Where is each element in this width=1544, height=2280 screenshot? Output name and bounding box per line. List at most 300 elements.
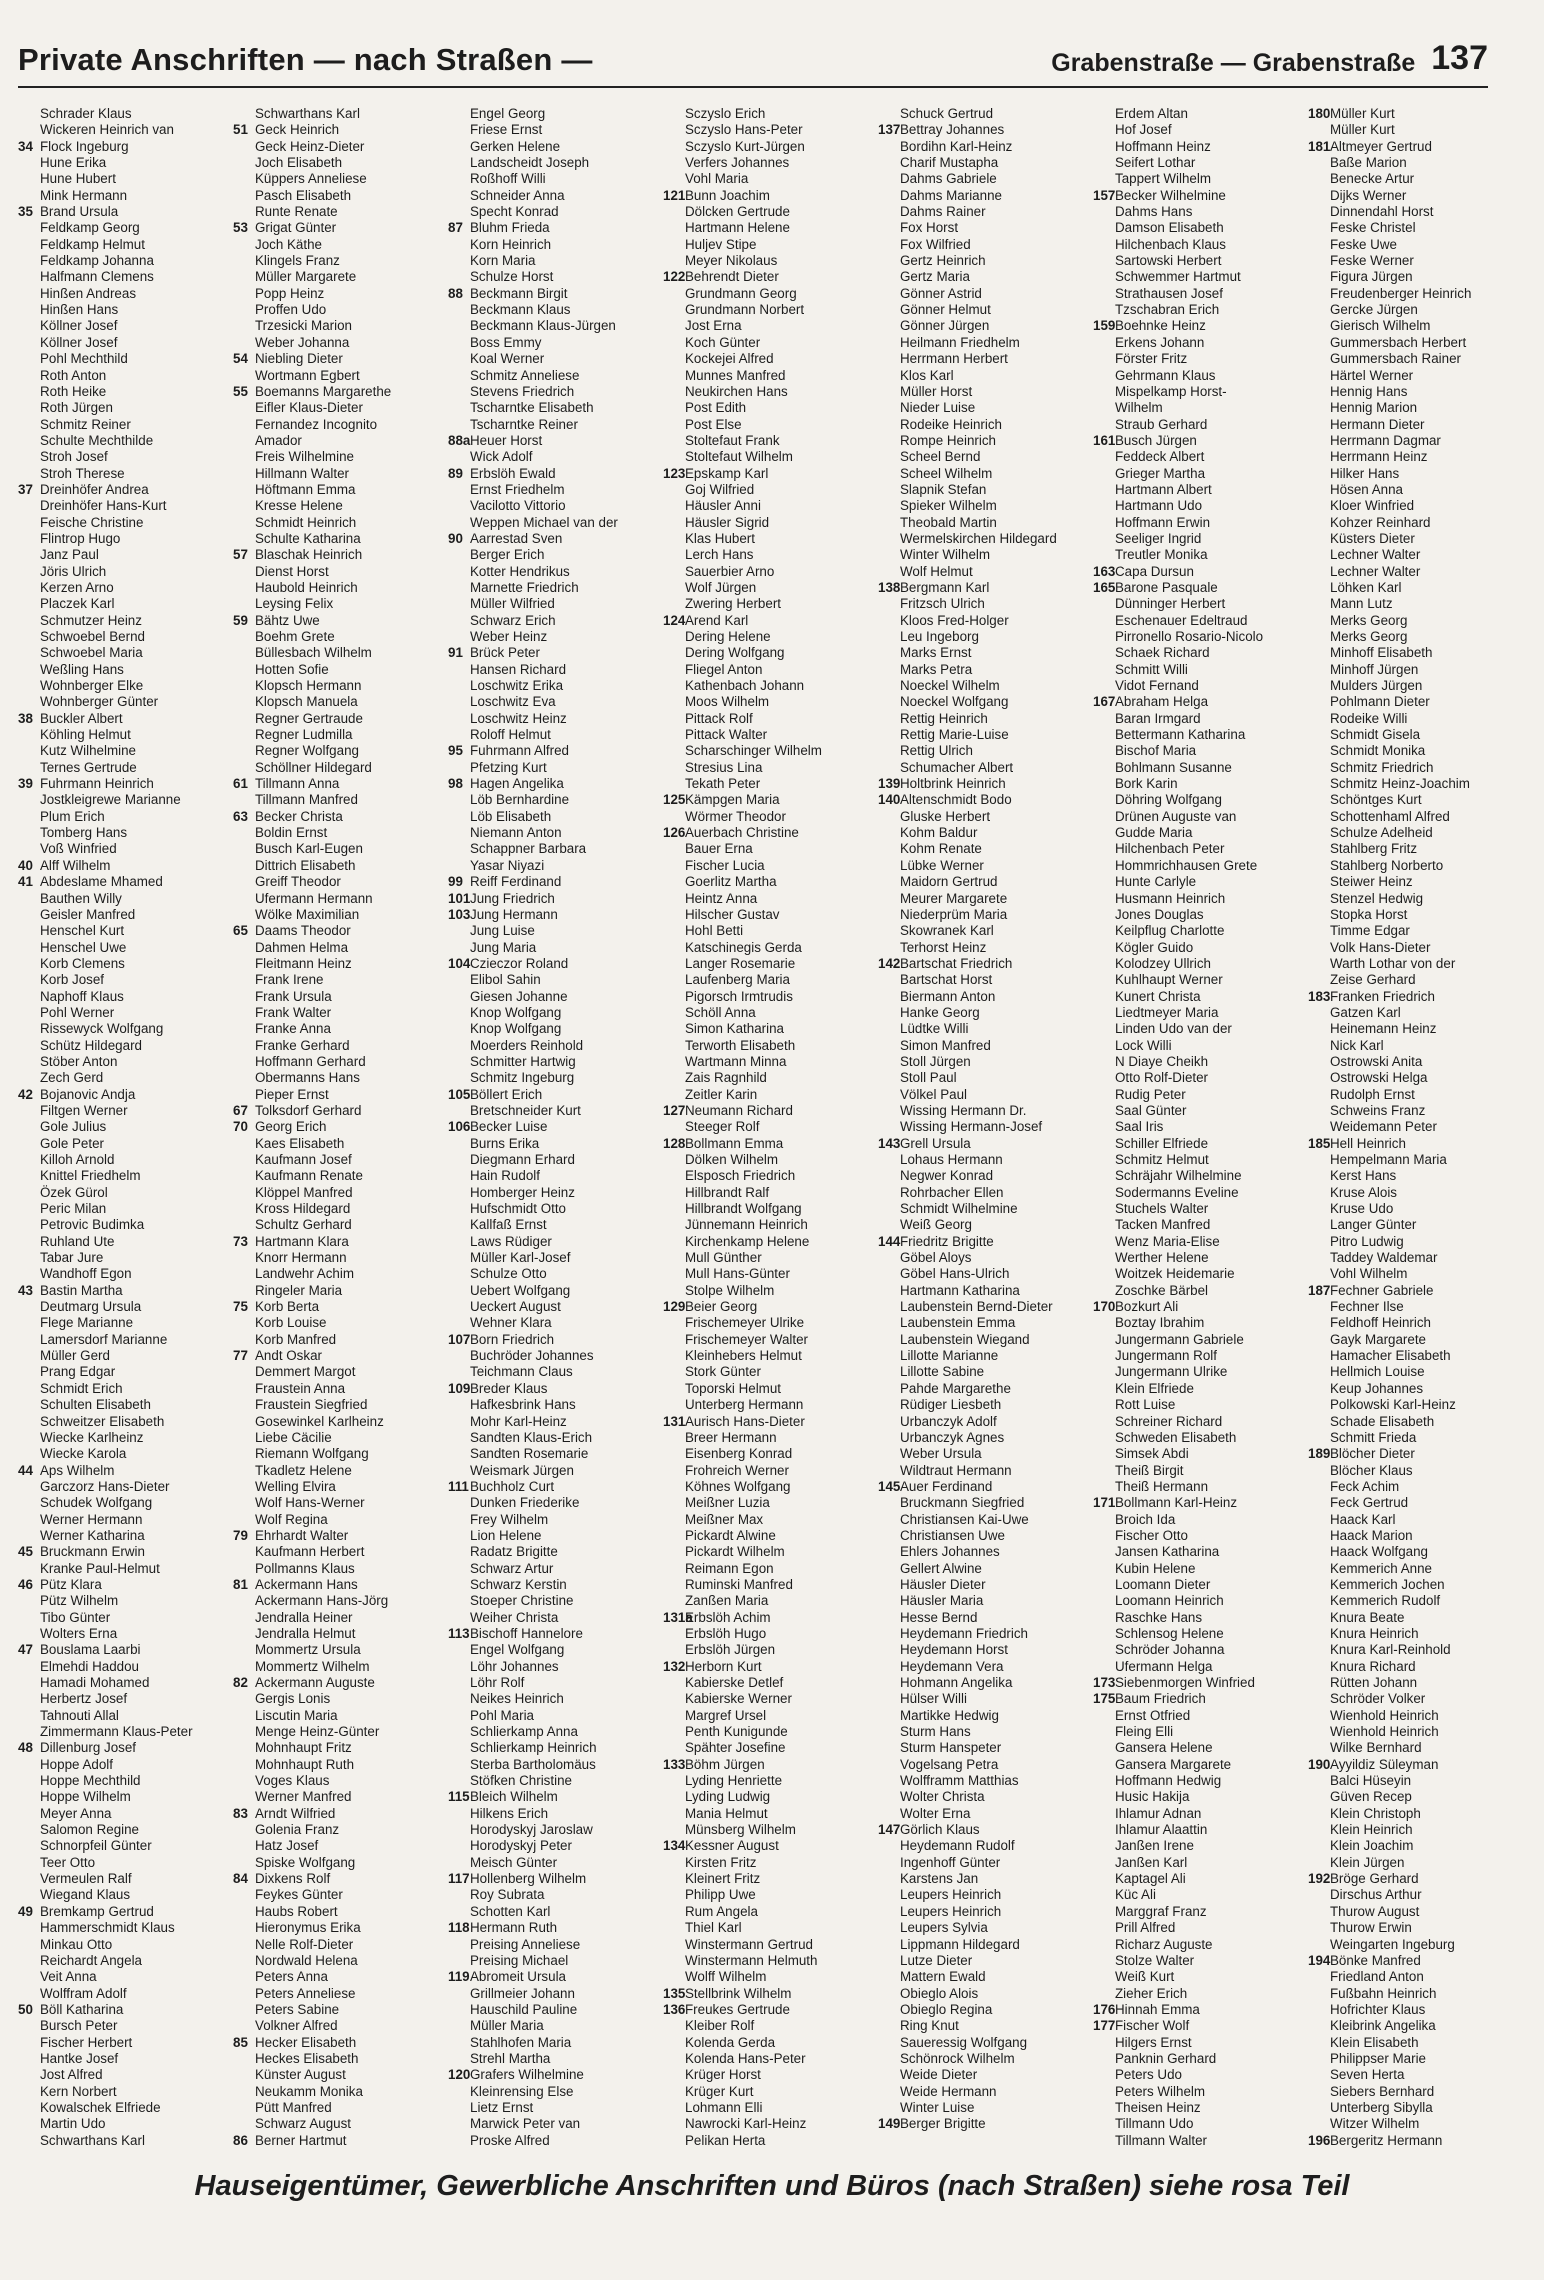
list-item	[663, 1119, 878, 1135]
list-item	[233, 498, 448, 514]
resident-name: Zech Gerd	[40, 1070, 104, 1086]
resident-name: Tzschabran Erich	[1115, 302, 1220, 318]
resident-name: Minhoff Elisabeth	[1330, 645, 1433, 661]
resident-name: Hinnah Emma	[1115, 2001, 1200, 2017]
resident-name: Hennig Hans	[1330, 383, 1408, 399]
house-number: 124	[663, 612, 686, 628]
list-item	[878, 972, 1093, 988]
house-number: 171	[1093, 1495, 1116, 1511]
list-item	[1308, 1626, 1523, 1642]
list-item	[233, 1185, 448, 1201]
list-item	[448, 923, 663, 939]
resident-name: Schmidt Wilhelmine	[900, 1201, 1018, 1217]
list-item	[448, 809, 663, 825]
resident-name: Büllesbach Wilhelm	[255, 645, 372, 661]
resident-name: Bleich Wilhelm	[470, 1789, 558, 1805]
list-item	[878, 237, 1093, 253]
list-item	[1308, 629, 1523, 645]
list-item	[878, 1855, 1093, 1871]
resident-name: Killoh Arnold	[40, 1152, 115, 1167]
list-item	[18, 515, 233, 531]
list-item	[1308, 1283, 1523, 1299]
list-item	[878, 711, 1093, 727]
list-item	[878, 1103, 1093, 1119]
resident-name: Gierisch Wilhelm	[1330, 318, 1431, 334]
resident-name: Nick Karl	[1330, 1037, 1384, 1053]
house-number: 118	[448, 1920, 470, 1936]
resident-name: Kubin Helene	[1115, 1560, 1196, 1576]
resident-name: Hillbrandt Ralf	[685, 1184, 770, 1200]
resident-name: Abdeslame Mhamed	[40, 874, 163, 890]
resident-name: Taddey Waldemar	[1330, 1250, 1438, 1266]
list-item	[18, 1185, 233, 1201]
list-item	[1308, 1642, 1523, 1658]
resident-name: Bunn Joachim	[685, 187, 770, 203]
resident-name: Placzek Karl	[40, 596, 115, 612]
resident-name: Nawrocki Karl-Heinz	[685, 2116, 807, 2132]
resident-name: Wienhold Heinrich	[1330, 1707, 1439, 1723]
list-item	[1308, 989, 1523, 1005]
list-item	[1093, 1806, 1308, 1822]
list-item	[448, 1610, 663, 1626]
resident-name: Schreiner Richard	[1115, 1413, 1223, 1429]
resident-name: Hanke Georg	[900, 1004, 980, 1020]
house-number: 119	[448, 1969, 470, 1985]
resident-name: Landwehr Achim	[255, 1266, 354, 1282]
list-item	[448, 155, 663, 171]
list-item	[878, 1822, 1093, 1838]
resident-name: Fuhrmann Heinrich	[40, 776, 154, 792]
list-item	[1093, 792, 1308, 808]
resident-name: Ihlamur Adnan	[1115, 1805, 1202, 1821]
resident-name: Pigorsch Irmtrudis	[685, 988, 793, 1004]
resident-name: Schwarz Artur	[470, 1560, 554, 1576]
resident-name: Schöll Anna	[685, 1004, 756, 1020]
list-item	[663, 531, 878, 547]
list-item	[878, 1414, 1093, 1430]
house-number: 137	[878, 122, 901, 138]
list-item	[1093, 1217, 1308, 1233]
house-number: 47	[18, 1642, 33, 1658]
resident-name: Görlich Klaus	[900, 1822, 980, 1838]
resident-name: Petrovic Budimka	[40, 1217, 145, 1233]
house-number: 63	[233, 808, 248, 824]
resident-name: Warth Lothar von der	[1330, 955, 1456, 971]
resident-name: Eschenauer Edeltraud	[1115, 612, 1248, 628]
list-item	[1308, 433, 1523, 449]
list-item	[18, 2116, 233, 2132]
resident-name: Weiher Christa	[470, 1609, 559, 1625]
list-item	[663, 989, 878, 1005]
list-item	[1093, 972, 1308, 988]
list-item	[18, 940, 233, 956]
list-item	[663, 286, 878, 302]
list-item	[233, 1659, 448, 1675]
list-item	[878, 1005, 1093, 1021]
list-item	[1093, 1381, 1308, 1397]
list-item	[663, 1299, 878, 1315]
directory-column	[448, 106, 663, 2154]
list-item	[18, 1920, 233, 1936]
list-item	[878, 1740, 1093, 1756]
house-number: 144	[878, 1233, 901, 1249]
list-item	[448, 515, 663, 531]
list-item	[448, 792, 663, 808]
list-item	[448, 1299, 663, 1315]
list-item	[878, 433, 1093, 449]
list-item	[878, 1054, 1093, 1070]
list-item	[1308, 972, 1523, 988]
list-item	[1093, 466, 1308, 482]
resident-name: Weßling Hans	[40, 661, 124, 677]
list-item	[18, 711, 233, 727]
resident-name: Dunken Friederike	[470, 1495, 580, 1511]
resident-name: Herborn Kurt	[685, 1658, 762, 1674]
resident-name: Haack Wolfgang	[1330, 1544, 1429, 1560]
list-item	[448, 122, 663, 138]
list-item	[663, 1626, 878, 1642]
house-number: 129	[663, 1299, 686, 1315]
resident-name: Janz Paul	[40, 547, 99, 563]
resident-name: Schwarz August	[255, 2116, 352, 2132]
resident-name: Loschwitz Erika	[470, 678, 564, 694]
resident-name: Capa Dursun	[1115, 563, 1194, 579]
list-item	[663, 1038, 878, 1054]
list-item	[18, 1348, 233, 1364]
list-item	[1093, 613, 1308, 629]
list-item	[663, 776, 878, 792]
resident-name: Czieczor Roland	[470, 955, 569, 971]
resident-name: Bordihn Karl-Heinz	[900, 138, 1013, 154]
resident-name: Pelikan Herta	[685, 2132, 766, 2148]
resident-name: Lyding Ludwig	[685, 1789, 771, 1805]
resident-name: Fox Wilfried	[900, 236, 971, 252]
list-item	[663, 2116, 878, 2132]
resident-name: Schröder Volker	[1330, 1691, 1426, 1707]
list-item	[1093, 1397, 1308, 1413]
list-item	[663, 2067, 878, 2083]
house-number: 53	[233, 220, 248, 236]
list-item	[663, 1953, 878, 1969]
resident-name: Koch Günter	[685, 334, 761, 350]
resident-name: Rütten Johann	[1330, 1675, 1418, 1690]
list-item	[663, 2084, 878, 2100]
list-item	[878, 122, 1093, 138]
list-item	[1308, 1871, 1523, 1887]
list-item	[448, 1283, 663, 1299]
resident-name: Lechner Walter	[1330, 547, 1421, 563]
list-item	[878, 907, 1093, 923]
resident-name: Pütz Wilhelm	[40, 1593, 119, 1609]
list-item	[18, 1364, 233, 1380]
resident-name: Schmitz Reiner	[40, 416, 131, 432]
resident-name: Hartmann Udo	[1115, 498, 1203, 514]
resident-name: Rum Angela	[685, 1903, 758, 1919]
resident-name: Hoffmann Heinz	[1115, 138, 1211, 154]
resident-name: Alff Wilhelm	[40, 857, 111, 873]
resident-name: Münsberg Wilhelm	[685, 1822, 796, 1838]
house-number: 99	[448, 874, 463, 890]
resident-name: Zimmermann Klaus-Peter	[40, 1724, 193, 1740]
list-item	[1308, 1773, 1523, 1789]
resident-name: Gergis Lonis	[255, 1691, 331, 1707]
list-item	[1308, 1708, 1523, 1724]
list-item	[233, 1920, 448, 1936]
list-item	[1308, 2051, 1523, 2067]
list-item	[663, 972, 878, 988]
resident-name: Gluske Herbert	[900, 808, 991, 824]
list-item	[663, 711, 878, 727]
resident-name: Kleiber Rolf	[685, 2018, 755, 2034]
resident-name: Müller Kurt	[1330, 122, 1395, 138]
list-item	[233, 1953, 448, 1969]
resident-name: Zais Ragnhild	[685, 1070, 767, 1086]
list-item	[1308, 1610, 1523, 1626]
list-item	[233, 171, 448, 187]
resident-name: Berger Erich	[470, 547, 545, 563]
house-number: 159	[1093, 318, 1116, 334]
resident-name: Heilmann Friedhelm	[900, 334, 1020, 350]
resident-name: Steeger Rolf	[685, 1119, 760, 1135]
house-number: 135	[663, 1985, 686, 2001]
list-item	[1308, 776, 1523, 792]
resident-name: Stahlberg Norberto	[1330, 857, 1444, 873]
resident-name: Philipp Uwe	[685, 1887, 756, 1903]
list-item	[18, 498, 233, 514]
list-item	[18, 171, 233, 187]
list-item	[663, 891, 878, 907]
list-item	[233, 1463, 448, 1479]
list-item	[878, 1381, 1093, 1397]
list-item	[1308, 1593, 1523, 1609]
list-item	[1308, 809, 1523, 825]
list-item	[18, 1626, 233, 1642]
list-item	[448, 1021, 663, 1037]
list-item	[878, 1986, 1093, 2002]
house-number: 196	[1308, 2132, 1331, 2148]
resident-name: Zanßen Maria	[685, 1593, 769, 1609]
resident-name: Teichmann Claus	[470, 1364, 573, 1380]
resident-name: Tillmann Manfred	[255, 792, 358, 808]
list-item	[1093, 1446, 1308, 1462]
resident-name: Jendralla Helmut	[255, 1625, 356, 1641]
list-item	[1093, 1920, 1308, 1936]
list-item	[18, 1495, 233, 1511]
list-item	[1308, 596, 1523, 612]
list-item	[448, 907, 663, 923]
list-item	[233, 2067, 448, 2083]
list-item	[878, 760, 1093, 776]
list-item	[448, 1201, 663, 1217]
resident-name: Wolffram Adolf	[40, 1985, 127, 2001]
list-item	[878, 547, 1093, 563]
resident-name: Noeckel Wolfgang	[900, 694, 1009, 710]
resident-name: Tabar Jure	[40, 1250, 104, 1266]
resident-name: Kohm Baldur	[900, 825, 978, 841]
list-item	[448, 1708, 663, 1724]
list-item	[1093, 1119, 1308, 1135]
list-item	[18, 1299, 233, 1315]
resident-name: Ufermann Hermann	[255, 890, 373, 906]
directory-column	[663, 106, 878, 2154]
list-item	[448, 1953, 663, 1969]
list-item	[878, 1201, 1093, 1217]
resident-name: Fuhrmann Alfred	[470, 743, 569, 759]
resident-name: Hell Heinrich	[1330, 1135, 1406, 1151]
list-item	[233, 792, 448, 808]
house-number: 192	[1308, 1871, 1331, 1887]
resident-name: Löb Elisabeth	[470, 808, 552, 824]
resident-name: Dering Helene	[685, 629, 771, 644]
resident-name: Hohmann Angelika	[900, 1675, 1013, 1690]
resident-name: Scheel Bernd	[900, 449, 981, 465]
resident-name: Spieker Wilhelm	[900, 498, 997, 514]
resident-name: Schmitz Anneliese	[470, 367, 580, 383]
list-item	[878, 1070, 1093, 1086]
resident-name: Tscharntke Elisabeth	[470, 400, 594, 416]
resident-name: Hommrichhausen Grete	[1115, 857, 1258, 873]
resident-name: Pickardt Wilhelm	[685, 1544, 785, 1560]
resident-name: Spähter Josefine	[685, 1740, 786, 1756]
list-item	[448, 1152, 663, 1168]
resident-name: Loomann Heinrich	[1115, 1593, 1224, 1609]
list-item	[663, 1168, 878, 1184]
resident-name: Korb Josef	[40, 972, 105, 988]
list-item	[448, 1855, 663, 1871]
list-item	[1308, 1087, 1523, 1103]
resident-name: Witzer Wilhelm	[1330, 2116, 1420, 2132]
house-number: 77	[233, 1348, 248, 1364]
resident-name: Stoll Jürgen	[900, 1053, 971, 1069]
resident-name: Obermanns Hans	[255, 1070, 360, 1086]
resident-name: Hartmann Helene	[685, 220, 790, 236]
resident-name: Küppers Anneliese	[255, 171, 367, 187]
resident-name: Kowalschek Elfriede	[40, 2099, 161, 2115]
resident-name: Wandhoff Egon	[40, 1266, 132, 1282]
list-item	[1093, 923, 1308, 939]
list-item	[18, 1642, 233, 1658]
resident-name: Jöris Ulrich	[40, 563, 107, 579]
resident-name: Hilkens Erich	[470, 1805, 549, 1821]
list-item	[878, 1087, 1093, 1103]
list-item	[1308, 1887, 1523, 1903]
resident-name: Sandten Klaus-Erich	[470, 1429, 593, 1445]
resident-name: Loschwitz Heinz	[470, 710, 567, 726]
resident-name: Klas Hubert	[685, 530, 755, 546]
list-item	[18, 1544, 233, 1560]
house-number: 133	[663, 1756, 686, 1772]
resident-name: Werther Helene	[1115, 1250, 1209, 1266]
resident-name: Bollmann Karl-Heinz	[1115, 1495, 1238, 1511]
resident-name: Schlensog Helene	[1115, 1625, 1224, 1641]
resident-name: Scheel Wilhelm	[900, 465, 993, 481]
list-item	[233, 1642, 448, 1658]
list-item	[233, 1789, 448, 1805]
list-item	[1093, 433, 1308, 449]
list-item	[878, 171, 1093, 187]
resident-name: Mink Hermann	[40, 187, 128, 203]
list-item	[18, 907, 233, 923]
list-item	[878, 1217, 1093, 1233]
resident-name: Hune Erika	[40, 155, 107, 171]
resident-name: Rohrbacher Ellen	[900, 1184, 1004, 1200]
resident-name: Strathausen Josef	[1115, 285, 1223, 301]
list-item	[233, 400, 448, 416]
list-item	[878, 1659, 1093, 1675]
resident-name: Blöcher Klaus	[1330, 1462, 1413, 1478]
list-item	[448, 629, 663, 645]
list-item	[1093, 171, 1308, 187]
list-item	[1093, 1789, 1308, 1805]
list-item	[233, 629, 448, 645]
resident-name: Vermeulen Ralf	[40, 1871, 132, 1887]
resident-name: Hoppe Wilhelm	[40, 1789, 131, 1805]
list-item	[233, 662, 448, 678]
list-item	[663, 1332, 878, 1348]
list-item	[233, 1806, 448, 1822]
resident-name: Penth Kunigunde	[685, 1724, 788, 1740]
list-item	[1093, 907, 1308, 923]
resident-name: Bartschat Friedrich	[900, 955, 1013, 971]
list-item	[663, 1986, 878, 2002]
resident-name: Bork Karin	[1115, 776, 1178, 792]
resident-name: Pieper Ernst	[255, 1086, 329, 1102]
list-item	[663, 1610, 878, 1626]
resident-name: Ihlamur Alaattin	[1115, 1822, 1208, 1838]
resident-name: Landscheidt Joseph	[470, 155, 590, 171]
resident-name: Dijks Werner	[1330, 187, 1407, 203]
list-item	[448, 1381, 663, 1397]
resident-name: Unterberg Sibylla	[1330, 2099, 1433, 2115]
list-item	[18, 596, 233, 612]
list-item	[448, 466, 663, 482]
list-item	[1308, 384, 1523, 400]
resident-name: Kranke Paul-Helmut	[40, 1560, 160, 1576]
list-item	[1093, 1822, 1308, 1838]
list-item	[663, 1185, 878, 1201]
list-item	[233, 2133, 448, 2149]
list-item	[448, 482, 663, 498]
resident-name: Hamacher Elisabeth	[1330, 1348, 1451, 1364]
resident-name: Terworth Elisabeth	[685, 1037, 796, 1053]
list-item	[1308, 743, 1523, 759]
resident-name: Ring Knut	[900, 2018, 959, 2034]
resident-name: Diegmann Erhard	[470, 1152, 575, 1167]
resident-name: Gellert Alwine	[900, 1560, 982, 1576]
list-item	[233, 1201, 448, 1217]
list-item	[18, 1740, 233, 1756]
resident-name: Härtel Werner	[1330, 367, 1414, 383]
resident-name: Heinemann Heinz	[1330, 1021, 1437, 1037]
list-item	[448, 498, 663, 514]
list-item	[18, 1054, 233, 1070]
resident-name: Aps Wilhelm	[40, 1462, 115, 1478]
resident-name: Gertz Maria	[900, 269, 970, 285]
resident-name: Teer Otto	[40, 1854, 96, 1870]
list-item	[233, 1822, 448, 1838]
resident-name: Steiwer Heinz	[1330, 874, 1413, 890]
list-item	[663, 613, 878, 629]
resident-name: Becker Wilhelmine	[1115, 187, 1226, 203]
resident-name: Wartmann Minna	[685, 1053, 787, 1069]
list-item	[1093, 1266, 1308, 1282]
list-item	[878, 1495, 1093, 1511]
list-item	[18, 1724, 233, 1740]
resident-name: Naphoff Klaus	[40, 988, 124, 1004]
list-item	[878, 1953, 1093, 1969]
list-item	[1308, 1168, 1523, 1184]
house-number: 176	[1093, 2001, 1116, 2017]
